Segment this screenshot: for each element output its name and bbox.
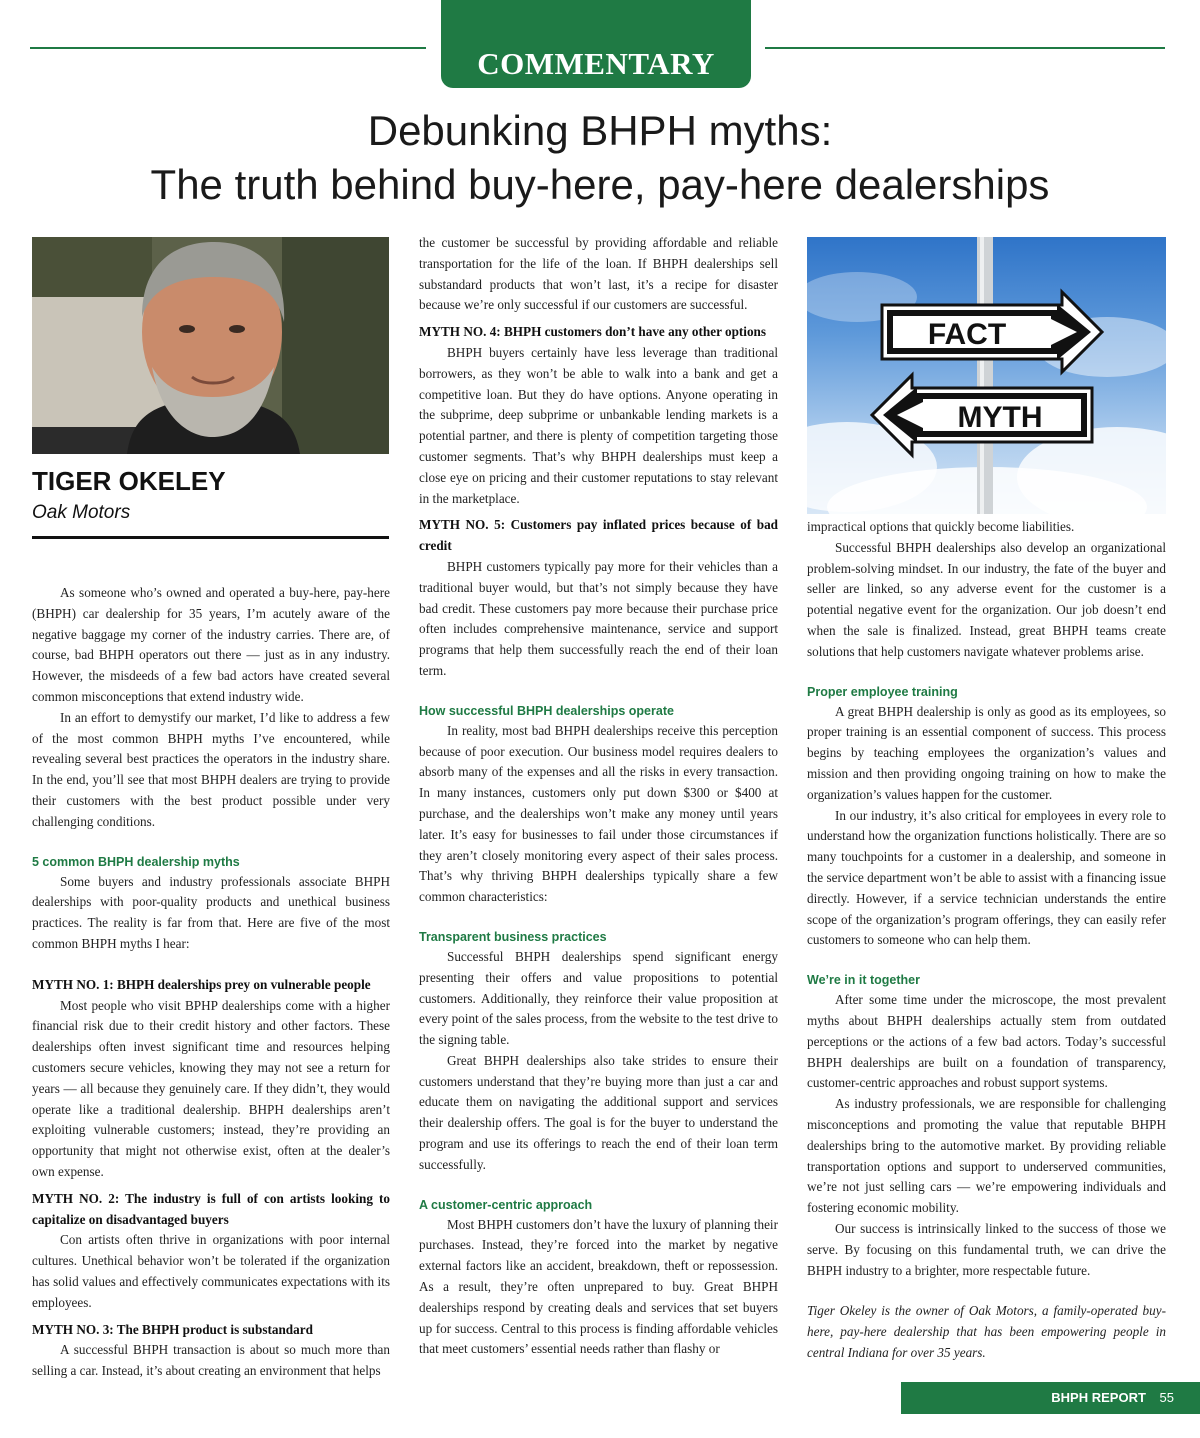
together-paragraph-2: As industry professionals, we are responsible for challenging misconceptions and promoting the value that reputable BHPH dealerships bring to the automotive market. By providing reliable transportation options and support to underserved communities, we’re not just selling cars — we’re empowering individuals and fostering economic mobility. xyxy=(807,1096,1166,1216)
together-paragraph-3: Our success is intrinsically linked to the success of those we serve. By focusing on this fundamental truth, we can drive the BHPH industry to a brighter, more respectable future. xyxy=(807,1220,1166,1278)
myth-4-paragraph: BHPH buyers certainly have less leverage than traditional borrowers, as they won’t be able to walk into a bank and get a competitive loan. But they do have options. Anyone operating in the subprime, deep subprime or unbankable lending markets is a potential partner, and there is plenty of competition targeting those customer segments. That’s why BHPH dealerships must keep a close eye on pricing and their customer reputations to stay relevant in the marketplace. xyxy=(419,344,778,506)
myth-2-heading: MYTH NO. 2: The industry is full of con artists looking to capitalize on disadvantaged buyers xyxy=(32,1190,390,1227)
continued-paragraph: the customer be successful by providing affordable and reliable transportation for the life of the loan. If BHPH dealerships sell substandard products that won’t last, it’s a recipe for disaster because we’re only successful if our customers are successful. xyxy=(419,235,778,313)
article-headline xyxy=(0,104,1200,212)
article-column-3 xyxy=(807,517,1166,1364)
transparent-paragraph-2: Great BHPH dealerships also take strides to ensure their customers understand that they’re buying more than just a car and educate them on navigating the additional support and services their dealership offers. The goal is for the buyer to understand the program and use its offerings to reach the end of their loan term successfully. xyxy=(419,1052,778,1172)
customer-centric-paragraph: Most BHPH customers don’t have the luxury of planning their purchases. Instead, they’re forced into the market by negative external factors like an accident, breakdown, theft or repossession. As a result, they’re often unprepared to buy. Great BHPH dealerships respond by creating deals and services that set buyers up for success. Central to this process is finding affordable vehicles that meet customers’ essential needs rather than flashy or xyxy=(419,1216,778,1357)
section-tab: COMMENTARY xyxy=(441,0,751,88)
headline-line-1: Debunking BHPH myths: xyxy=(367,107,833,154)
page-footer xyxy=(901,1382,1200,1414)
myth-1-heading: MYTH NO. 1: BHPH dealerships prey on vulnerable people xyxy=(32,976,371,992)
subhead-how-dealerships-operate: How successful BHPH dealerships operate xyxy=(419,703,674,718)
myth-1-paragraph: Most people who visit BPHP dealerships come with a higher financial risk due to their credit history and other factors. These dealerships often invest significant time and resources helping customers secure vehicles, knowing they may not see a return for years — all because they genuinely care. If they didn’t, they would operate like a traditional dealership. BHPH dealerships aren’t exploiting vulnerable customers; instead, they’re providing an opportunity that might not otherwise exist, often at the dealer’s own expense. xyxy=(32,997,390,1179)
author-divider xyxy=(32,536,389,539)
subhead-common-myths: 5 common BHPH dealership myths xyxy=(32,854,240,869)
author-company: Oak Motors xyxy=(32,502,131,523)
myth-3-heading: MYTH NO. 3: The BHPH product is substandard xyxy=(32,1321,313,1337)
author-bio: Tiger Okeley is the owner of Oak Motors, a family-operated buy-here, pay-here dealership that has been empowering people in central Indiana for over 35 years. xyxy=(807,1303,1166,1360)
myth-3-paragraph: A successful BHPH transaction is about so much more than selling a car. Instead, it’s about creating an environment that helps xyxy=(32,1342,390,1379)
headline-line-2: The truth behind buy-here, pay-here dealerships xyxy=(150,161,1050,208)
article-column-1 xyxy=(32,583,390,1382)
subhead-transparent-practices: Transparent business practices xyxy=(419,929,607,944)
sign-text-fact: FACT xyxy=(927,318,1007,351)
sign-text-myth: MYTH xyxy=(957,401,1043,434)
subhead-customer-centric: A customer-centric approach xyxy=(419,1197,593,1212)
intro-paragraph-2: In an effort to demystify our market, I’d like to address a few of the most common BHPH myths I’ve encountered, while revealing several best practices the operators in the industry share. In the end, you’ll see that most BHPH dealers are trying to provide their customers with the best product possible under very challenging conditions. xyxy=(32,709,390,829)
author-name: TIGER OKELEY xyxy=(32,466,226,496)
author-photo xyxy=(32,237,389,454)
customer-centric-paragraph-2: Successful BHPH dealerships also develop an organizational problem-solving mindset. In our industry, the fate of the buyer and seller are linked, so any adverse event for the customer is a potential negative event for the organization. Our job doesn’t end when the sale is finalized. Instead, great BHPH teams create solutions that help customers navigate whatever problems arise. xyxy=(807,539,1166,659)
subhead-in-it-together: We’re in it together xyxy=(807,973,920,988)
intro-paragraph-1: As someone who’s owned and operated a buy-here, pay-here (BHPH) car dealership for 35 years, I’m acutely aware of the negative baggage my corner of the industry carries. There are, of course, bad BHPH operators out there — just as in any industry. However, the misdeeds of a few bad actors have created several common misconceptions that extend industry wide. xyxy=(32,585,390,704)
together-paragraph-1: After some time under the microscope, the most prevalent myths about BHPH dealerships actually stem from outdated perceptions or the actions of a few bad actors. Today’s successful BHPH dealerships are built on a foundation of transparency, customer-centric approaches and robust support systems. xyxy=(807,992,1166,1091)
myth-5-paragraph: BHPH customers typically pay more for their vehicles than a traditional buyer would, but that’s not simply because they have bad credit. These customers pay more because their purchase price often includes comprehensive maintenance, service and support programs that help them successfully reach the end of their loan term. xyxy=(419,558,778,678)
continued-paragraph-col3: impractical options that quickly become liabilities. xyxy=(807,519,1075,534)
page-number: 55 xyxy=(1159,1390,1174,1405)
subhead-employee-training: Proper employee training xyxy=(807,684,958,699)
training-paragraph-1: A great BHPH dealership is only as good as its employees, so proper training is an essential component of success. This process begins by teaching employees the organization’s values and mission and then providing ongoing training on how to make the organization’s values happen for the customer. xyxy=(807,703,1166,802)
training-paragraph-2: In our industry, it’s also critical for employees in every role to understand how the organization functions holistically. There are so many touchpoints for a customer in a dealership, and someone in the service department won’t be able to assist with a financing issue directly. However, if a service technician understands the entire scope of the organization’s program offerings, they can easily refer customers to someone who can help them. xyxy=(807,807,1166,948)
publication-name: BHPH REPORT xyxy=(1051,1390,1146,1405)
fact-myth-sign-image xyxy=(807,237,1166,514)
transparent-paragraph-1: Successful BHPH dealerships spend significant energy presenting their offers and value propositions to potential customers. Additionally, they reinforce their value proposition at every point of the sales process, from the website to the test drive to the signing table. xyxy=(419,948,778,1048)
myth-2-paragraph: Con artists often thrive in organizations with poor internal cultures. Unethical behavior won’t be tolerated if the organization has solid values and effectively communicates expectations with its employees. xyxy=(32,1232,390,1310)
operate-paragraph: In reality, most bad BHPH dealerships receive this perception because of poor execution. Our business model requires dealers to absorb many of the expenses and all the risks in every transaction. In many instances, customers only put down $300 or $400 at purchase, and the dealerships won’t make any money until years later. It’s easy for businesses to fail under those circumstances if they aren’t closely monitoring every aspect of their sales process. That’s why thriving BHPH dealerships typically share a few common characteristics: xyxy=(419,722,778,905)
myth-5-heading: MYTH NO. 5: Customers pay inflated prices because of bad credit xyxy=(419,517,778,554)
myth-4-heading: MYTH NO. 4: BHPH customers don’t have any other options xyxy=(419,324,767,340)
header-rule-left xyxy=(30,47,426,49)
header-rule-right xyxy=(765,47,1165,49)
article-column-2 xyxy=(419,233,778,1360)
myths-intro-paragraph: Some buyers and industry professionals associate BHPH dealerships with poor-quality products and unethical business practices. The reality is far from that. Here are five of the most common BHPH myths I hear: xyxy=(32,873,390,951)
